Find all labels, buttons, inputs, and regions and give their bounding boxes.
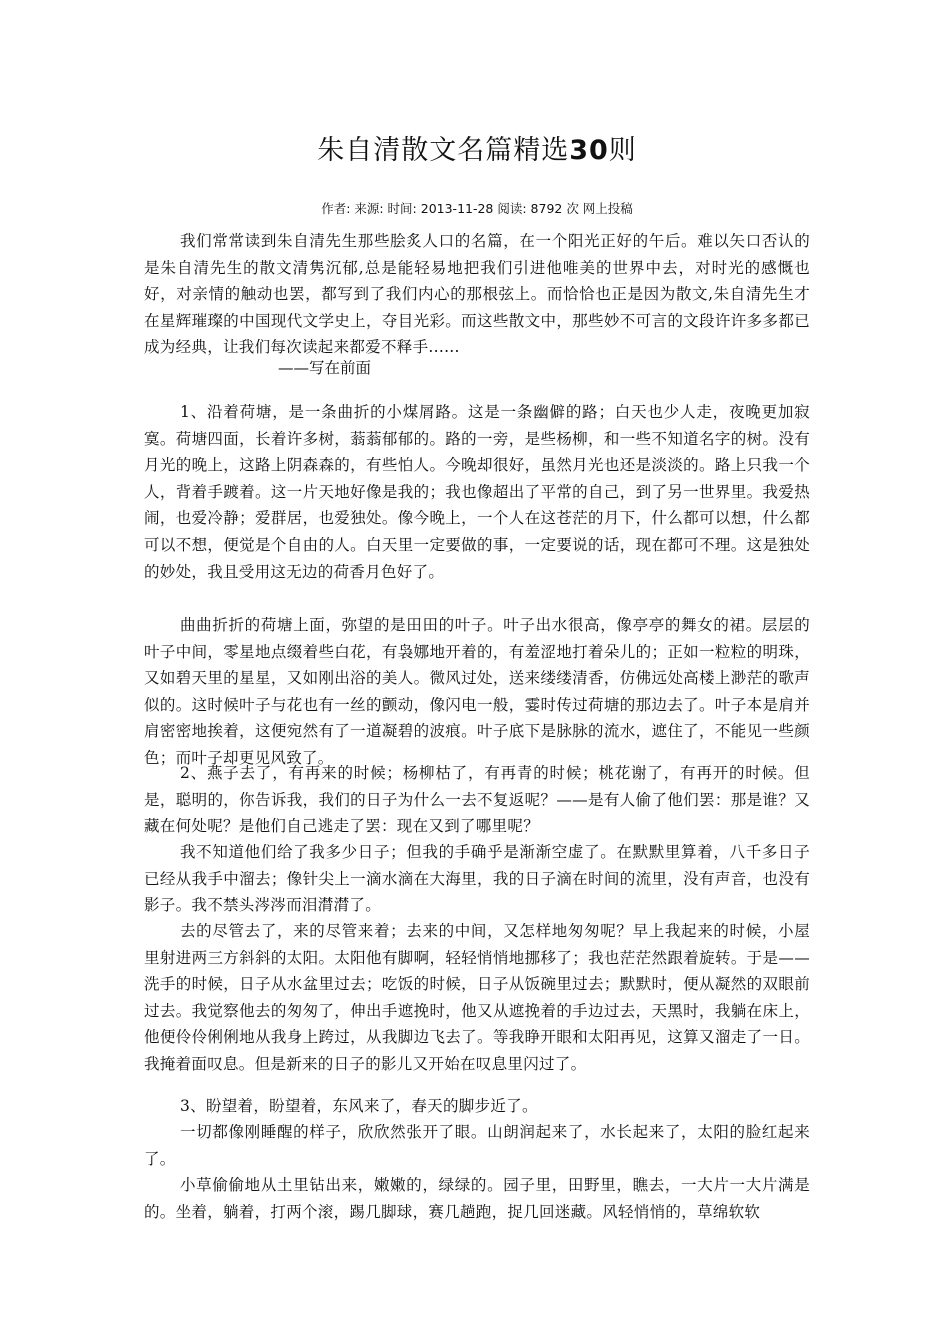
title-main: 朱自清散文名篇精选 [317, 135, 570, 166]
section-2-paragraph-2: 我不知道他们给了我多少日子；但我的手确乎是渐渐空虚了。在默默里算着，八千多日子已经从我手中溜去；像针尖上一滴水滴在大海里，我的日子滴在时间的流里，没有声音，也没有影子。我不禁头涔涔而泪潸潸了。 [144, 843, 810, 915]
section-2-paragraph-3: 去的尽管去了，来的尽管来着；去来的中间，又怎样地匆匆呢？早上我起来的时候，小屋里射进两三方斜斜的太阳。太阳他有脚啊，轻轻悄悄地挪移了；我也茫茫然跟着旋转。于是——洗手的时候，日子从水盆里过去；吃饭的时候，日子从饭碗里过去；默默时，便从凝然的双眼前过去。我觉察他去的匆匆了，伸出手遮挽时，他又从遮挽着的手边过去，天黑时，我躺在床上，他便伶伶俐俐地从我身上跨过，从我脚边飞去了。等我睁开眼和太阳再见，这算又溜走了一日。我掩着面叹息。但是新来的日子的影儿又开始在叹息里闪过了。 [144, 922, 810, 1073]
title-end: 则 [608, 135, 637, 166]
preface-signature: ——写在前面 [278, 359, 372, 377]
section-3-paragraph-3: 小草偷偷地从土里钻出来，嫩嫩的，绿绿的。园子里，田野里，瞧去，一大片一大片满是的。坐着，躺着，打两个滚，踢几脚球，赛几趟跑，捉几回迷藏。风轻悄悄的，草绵软软 [144, 1176, 810, 1221]
article-meta: 作者: 来源: 时间: 2013-11-28 阅读: 8792 次 网上投稿 [321, 201, 633, 216]
page-title [144, 131, 810, 171]
title-number: 30 [569, 135, 609, 166]
section-1-paragraph-1: 1、沿着荷塘，是一条曲折的小煤屑路。这是一条幽僻的路；白天也少人走，夜晚更加寂寞。荷塘四面，长着许多树，蓊蓊郁郁的。路的一旁，是些杨柳，和一些不知道名字的树。没有月光的晚上，这路上阴森森的，有些怕人。今晚却很好，虽然月光也还是淡淡的。路上只我一个人，背着手踱着。这一片天地好像是我的；我也像超出了平常的自己，到了另一世界里。我爱热闹，也爱冷静；爱群居，也爱独处。像今晚上，一个人在这苍茫的月下，什么都可以想，什么都可以不想，便觉是个自由的人。白天里一定要做的事，一定要说的话，现在都可不理。这是独处的妙处，我且受用这无边的荷香月色好了。 [144, 403, 810, 581]
section-2-paragraph-1: 2、燕子去了，有再来的时候；杨柳枯了，有再青的时候；桃花谢了，有再开的时候。但是，聪明的，你告诉我，我们的日子为什么一去不复返呢？——是有人偷了他们罢：那是谁？又藏在何处呢？是他们自己逃走了罢：现在又到了哪里呢？ [144, 764, 810, 836]
section-3-paragraph-1: 3、盼望着，盼望着，东风来了，春天的脚步近了。 [180, 1097, 538, 1115]
section-3-paragraph-2: 一切都像刚睡醒的样子，欣欣然张开了眼。山朗润起来了，水长起来了，太阳的脸红起来了。 [144, 1123, 810, 1168]
section-1-paragraph-2: 曲曲折折的荷塘上面，弥望的是田田的叶子。叶子出水很高，像亭亭的舞女的裙。层层的叶子中间，零星地点缀着些白花，有袅娜地开着的，有羞涩地打着朵儿的；正如一粒粒的明珠，又如碧天里的星星，又如刚出浴的美人。微风过处，送来缕缕清香，仿佛远处高楼上渺茫的歌声似的。这时候叶子与花也有一丝的颤动，像闪电一般，霎时传过荷塘的那边去了。叶子本是肩并肩密密地挨着，这便宛然有了一道凝碧的波痕。叶子底下是脉脉的流水，遮住了，不能见一些颜色；而叶子却更见风致了。 [144, 616, 810, 767]
preface-paragraph: 我们常常读到朱自清先生那些脍炙人口的名篇，在一个阳光正好的午后。难以矢口否认的是朱自清先生的散文清隽沉郁,总是能轻易地把我们引进他唯美的世界中去，对时光的感慨也好，对亲情的触动也罢，都写到了我们内心的那根弦上。而恰恰也正是因为散文,朱自清先生才在星辉璀璨的中国现代文学史上，夺目光彩。而这些散文中，那些妙不可言的文段许许多多都已成为经典，让我们每次读起来都爱不释手...... [144, 232, 810, 357]
